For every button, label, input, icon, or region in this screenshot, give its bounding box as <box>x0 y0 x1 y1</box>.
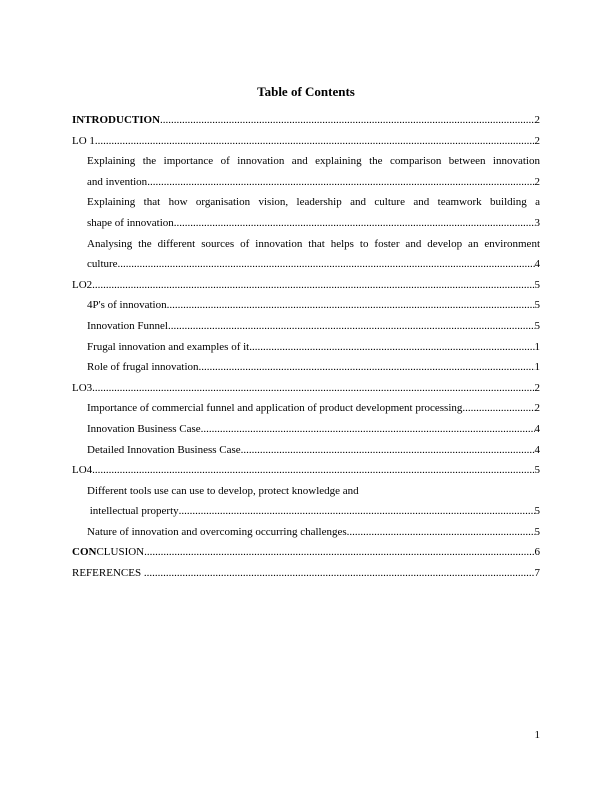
toc-entry-references[interactable] <box>72 563 540 584</box>
toc-entry-page: 2 <box>534 134 540 147</box>
toc-entry-label: 4P's of innovation <box>87 299 167 312</box>
toc-entry-page: 2 <box>534 114 540 126</box>
toc-title: Table of Contents <box>257 84 355 99</box>
toc-entry-label: Detailed Innovation Business Case <box>87 443 241 456</box>
toc-entry-4ps[interactable] <box>72 295 540 316</box>
toc-entry-page: 7 <box>534 567 540 580</box>
toc-entry-label-bold: CON <box>72 546 97 559</box>
toc-entry-label-line1: Analysing the different sources of innovation that helps to foster and develop an environment <box>87 237 540 250</box>
toc-entry-label: REFERENCES <box>72 567 144 580</box>
toc-entry-label-line2: culture <box>87 258 118 271</box>
toc-entry-label: LO2 <box>72 278 93 291</box>
toc-entry-page: 5 <box>534 525 540 538</box>
toc-entry-page: 2 <box>534 402 540 415</box>
toc-entry-label: LO3 <box>72 381 93 394</box>
table-of-contents <box>72 110 540 584</box>
toc-entry-page: 2 <box>534 381 540 394</box>
toc-entry-page: 4 <box>534 422 540 435</box>
toc-entry-label: Innovation Business Case <box>87 422 201 435</box>
toc-entry-lo4-tools[interactable] <box>72 481 540 522</box>
toc-entry-conclusion[interactable] <box>72 542 540 563</box>
toc-entry-label: INTRODUCTION <box>72 114 161 126</box>
toc-entry-page: 6 <box>534 546 540 559</box>
toc-entry-page: 5 <box>534 505 540 518</box>
toc-entry-label: Nature of innovation and overcoming occurring challenges <box>87 525 347 538</box>
toc-entry-lo1-organisation-vision[interactable] <box>72 192 540 233</box>
toc-entry-lo1[interactable] <box>72 131 540 152</box>
toc-entry-label: LO 1 <box>72 134 95 147</box>
toc-entry-nature-of-innovation[interactable] <box>72 522 540 543</box>
toc-entry-page: 5 <box>534 299 540 312</box>
toc-entry-page: 5 <box>534 464 540 477</box>
toc-entry-label-line2: shape of innovation <box>87 216 174 229</box>
toc-entry-label-line1: Explaining that how organisation vision, leadership and culture and teamwork building a <box>87 196 540 209</box>
toc-entry-page: 1 <box>534 340 540 353</box>
toc-entry-page: 3 <box>534 216 540 229</box>
toc-entry-detailed-business-case[interactable] <box>72 440 540 461</box>
toc-entry-label-line2: and invention <box>87 175 148 188</box>
toc-entry-page: 4 <box>534 443 540 456</box>
toc-entry-commercial-funnel[interactable] <box>72 398 540 419</box>
toc-entry-lo4[interactable] <box>72 460 540 481</box>
toc-entry-label: Innovation Funnel <box>87 319 168 332</box>
toc-entry-label: Importance of commercial funnel and application of product development processing <box>87 402 463 415</box>
toc-entry-label: Role of frugal innovation <box>87 361 199 374</box>
toc-entry-label-line1: Explaining the importance of innovation and explaining the comparison between innovation <box>87 155 540 168</box>
toc-entry-page: 5 <box>534 319 540 332</box>
toc-entry-introduction[interactable] <box>72 110 540 131</box>
page-number: 1 <box>534 729 540 741</box>
toc-entry-label-line1: Different tools use can use to develop, protect knowledge and <box>87 484 359 497</box>
toc-entry-lo3[interactable] <box>72 378 540 399</box>
toc-entry-lo1-innovation-vs-invention[interactable] <box>72 151 540 192</box>
toc-entry-role-frugal-innovation[interactable] <box>72 357 540 378</box>
toc-entry-label: Frugal innovation and examples of it <box>87 340 250 353</box>
toc-entry-innovation-business-case[interactable] <box>72 419 540 440</box>
toc-entry-frugal-innovation[interactable] <box>72 337 540 358</box>
toc-entry-label-line2: intellectual property <box>87 505 179 518</box>
toc-entry-page: 5 <box>534 278 540 291</box>
toc-entry-page: 2 <box>534 175 540 188</box>
toc-entry-lo2[interactable] <box>72 275 540 296</box>
toc-entry-innovation-funnel[interactable] <box>72 316 540 337</box>
toc-entry-label-rest: CLUSION <box>96 546 145 559</box>
toc-entry-page: 4 <box>534 258 540 271</box>
toc-entry-lo1-sources-of-innovation[interactable] <box>72 234 540 275</box>
toc-entry-page: 1 <box>534 361 540 374</box>
toc-entry-label: LO4 <box>72 464 93 477</box>
